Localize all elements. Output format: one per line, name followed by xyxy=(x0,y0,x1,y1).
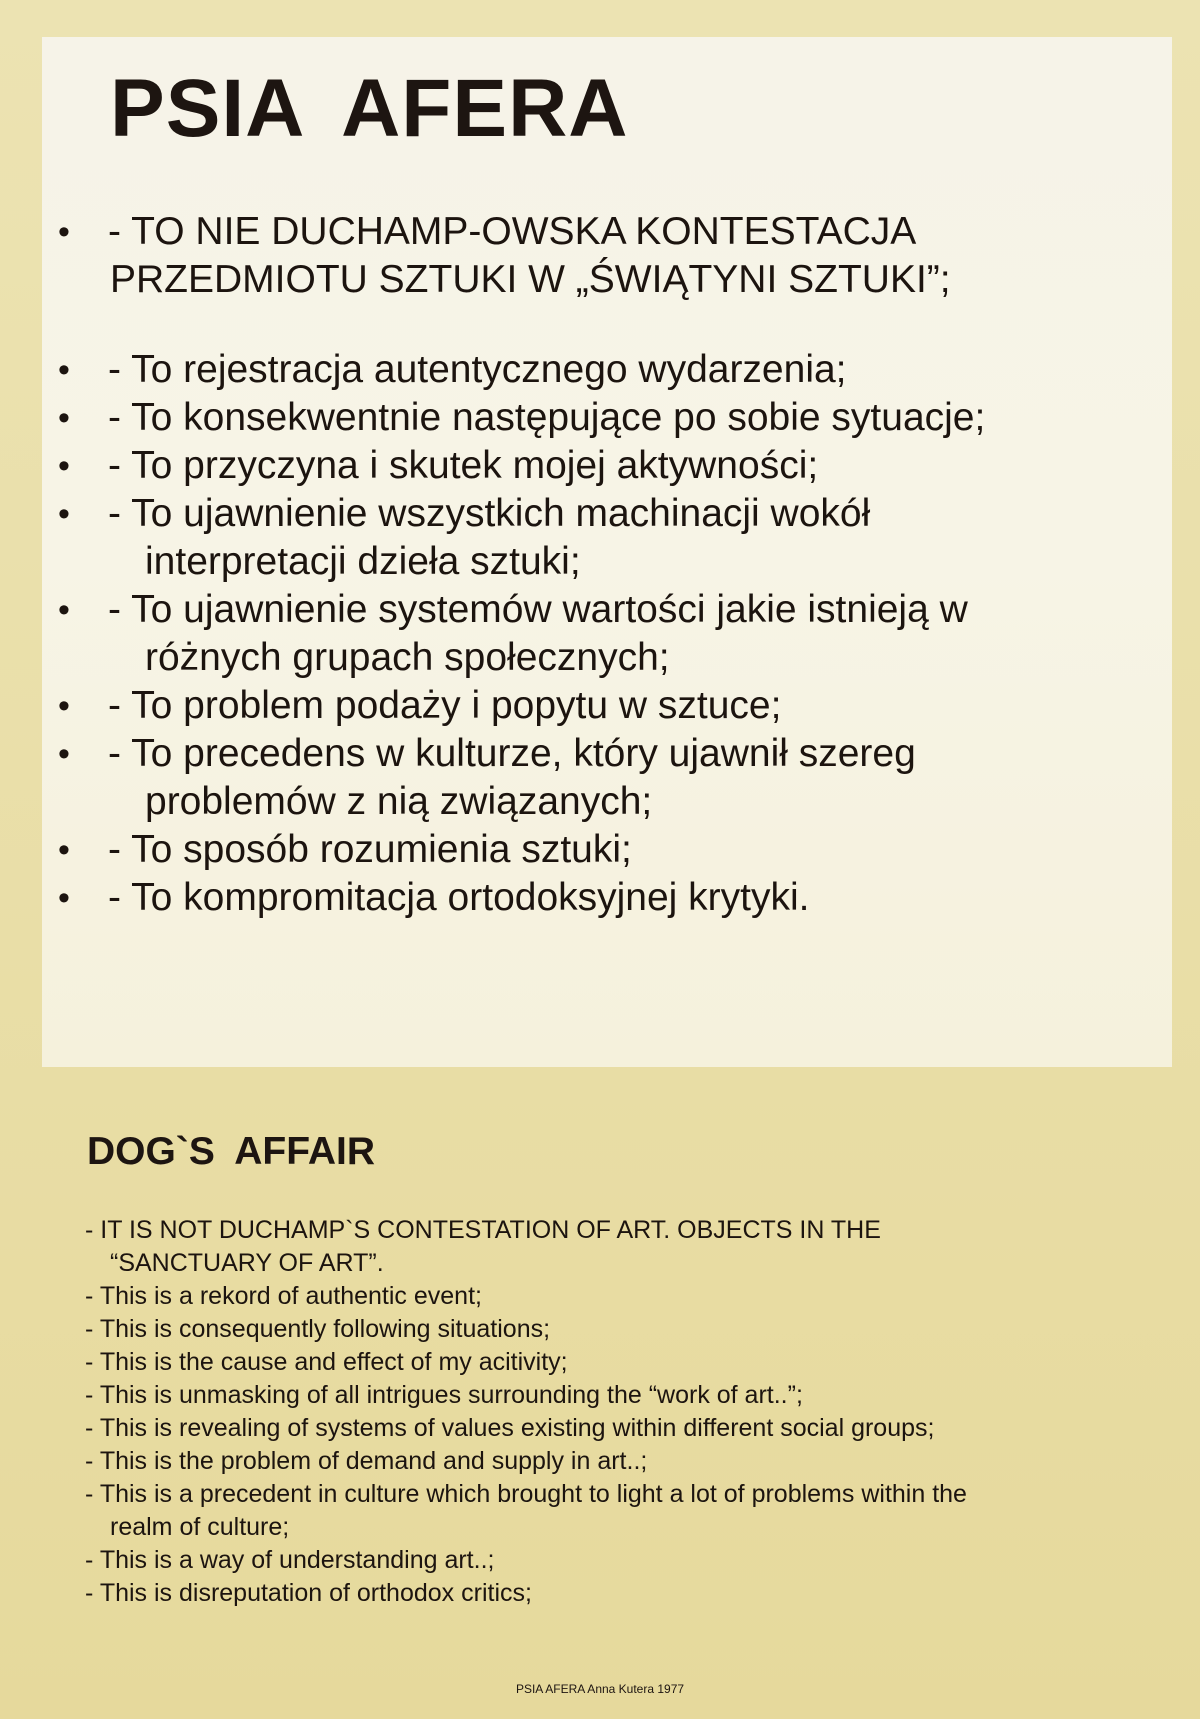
bullet-icon: • xyxy=(58,591,70,629)
bullet-icon: • xyxy=(58,495,70,533)
polish-list-item xyxy=(58,394,1118,442)
polish-item-line: - To sposób rozumienia sztuki; xyxy=(108,828,632,871)
english-item-line: - This is consequently following situations; xyxy=(85,1315,551,1343)
polish-item-line: - To rejestracja autentycznego wydarzenia; xyxy=(108,348,847,391)
polish-list-item xyxy=(58,586,1118,682)
polish-item-line: problemów z nią związanych; xyxy=(145,780,653,823)
polish-item-line: - To problem podaży i popytu w sztuce; xyxy=(108,684,782,727)
polish-item-line: PRZEDMIOTU SZTUKI W „ŚWIĄTYNI SZTUKI”; xyxy=(110,258,951,301)
polish-item-line: - TO NIE DUCHAMP-OWSKA KONTESTACJA xyxy=(108,210,917,253)
english-list-item xyxy=(85,1379,1165,1412)
english-item-line: “SANCTUARY OF ART”. xyxy=(110,1249,384,1277)
english-list-item xyxy=(85,1577,1165,1610)
english-list-item xyxy=(85,1313,1165,1346)
bullet-icon: • xyxy=(58,213,70,251)
english-list-item xyxy=(85,1412,1165,1445)
page-title: PSIA AFERA xyxy=(110,63,629,154)
polish-item-line: różnych grupach społecznych; xyxy=(145,636,670,679)
bullet-icon: • xyxy=(58,399,70,437)
polish-list-item xyxy=(58,682,1118,730)
bullet-icon: • xyxy=(58,447,70,485)
polish-list-item xyxy=(58,208,1118,304)
bullet-icon: • xyxy=(58,735,70,773)
english-item-line: - This is the cause and effect of my acitivity; xyxy=(85,1348,568,1376)
english-item-line: - This is the problem of demand and supply in art..; xyxy=(85,1447,648,1475)
polish-item-line: - To ujawnienie systemów wartości jakie istnieją w xyxy=(108,588,968,631)
english-item-line: realm of culture; xyxy=(110,1513,290,1541)
english-list-item xyxy=(85,1346,1165,1379)
english-list-item xyxy=(85,1214,1165,1280)
polish-item-line: - To precedens w kulturze, który ujawnił szereg xyxy=(108,732,916,775)
polish-list-item xyxy=(58,490,1118,586)
english-list-item xyxy=(85,1280,1165,1313)
english-item-line: - This is revealing of systems of values existing within different social groups; xyxy=(85,1414,935,1442)
english-item-line: - This is a rekord of authentic event; xyxy=(85,1282,482,1310)
english-list-item xyxy=(85,1544,1165,1577)
english-list-item xyxy=(85,1445,1165,1478)
polish-item-line: interpretacji dzieła sztuki; xyxy=(145,540,581,583)
english-item-line: - This is a way of understanding art..; xyxy=(85,1546,495,1574)
polish-list-item xyxy=(58,874,1118,922)
polish-item-line: - To przyczyna i skutek mojej aktywności; xyxy=(108,444,819,487)
polish-list-item xyxy=(58,442,1118,490)
polish-item-line: - To ujawnienie wszystkich machinacji wokół xyxy=(108,492,871,535)
polish-item-line: - To kompromitacja ortodoksyjnej krytyki. xyxy=(108,876,810,919)
english-item-line: - This is disreputation of orthodox critics; xyxy=(85,1579,532,1607)
english-item-line: - This is unmasking of all intrigues surrounding the “work of art..”; xyxy=(85,1381,803,1409)
bullet-icon: • xyxy=(58,831,70,869)
bullet-icon: • xyxy=(58,879,70,917)
polish-list xyxy=(58,208,1118,922)
english-item-line: - IT IS NOT DUCHAMP`S CONTESTATION OF ART. OBJECTS IN THE xyxy=(85,1216,881,1244)
english-list xyxy=(85,1214,1165,1610)
polish-list-item xyxy=(58,346,1118,394)
polish-list-item xyxy=(58,826,1118,874)
english-title: DOG`S AFFAIR xyxy=(87,1130,376,1173)
footer-credit: PSIA AFERA Anna Kutera 1977 xyxy=(515,1682,685,1696)
english-list-item xyxy=(85,1478,1165,1544)
english-item-line: - This is a precedent in culture which brought to light a lot of problems within the xyxy=(85,1480,967,1508)
polish-item-line: - To konsekwentnie następujące po sobie sytuacje; xyxy=(108,396,986,439)
bullet-icon: • xyxy=(58,687,70,725)
polish-list-item xyxy=(58,730,1118,826)
bullet-icon: • xyxy=(58,351,70,389)
